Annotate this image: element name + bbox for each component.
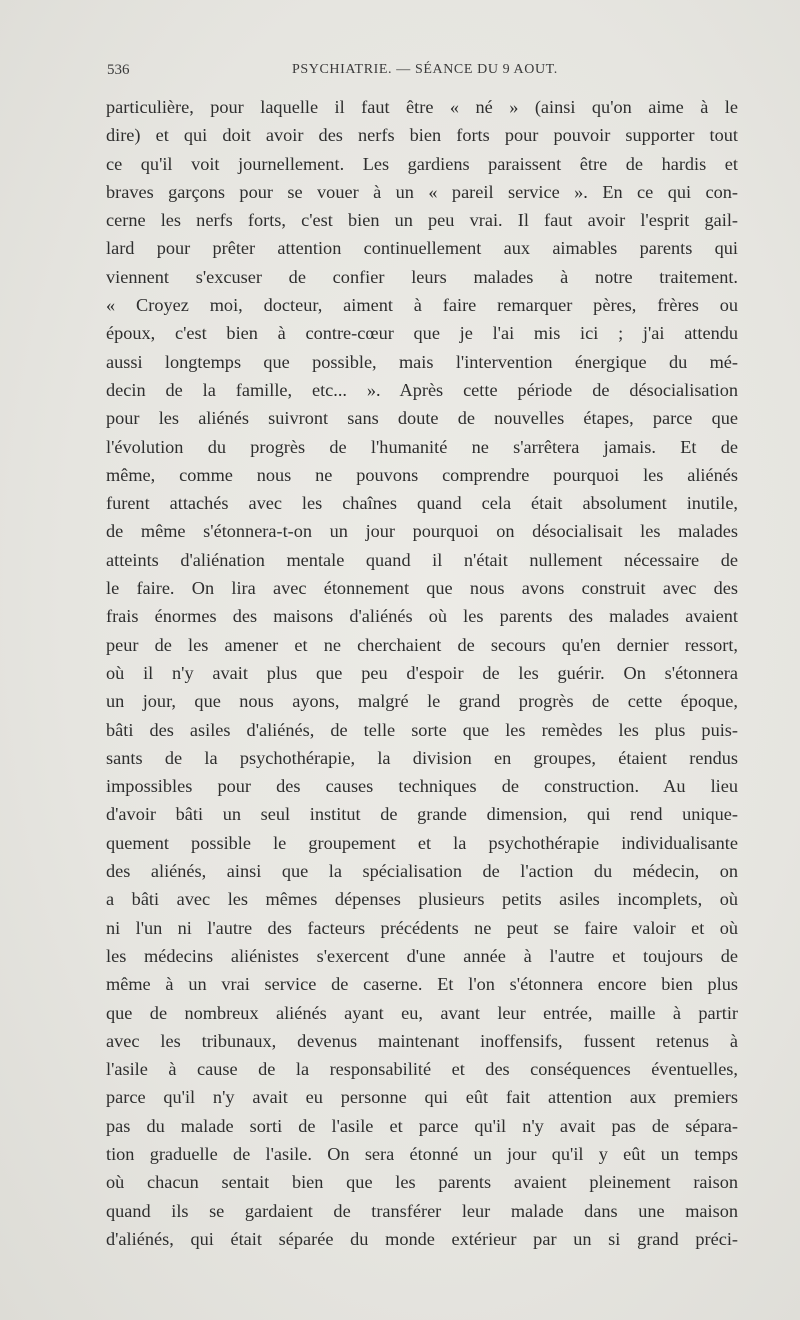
text-line: sants de la psychothérapie, la division en groupes, étaient rendus: [106, 747, 738, 768]
text-line: l'évolution du progrès de l'humanité ne s'arrêtera jamais. Et de: [106, 436, 738, 457]
text-line: les médecins aliénistes s'exercent d'une année à l'autre et toujours de: [106, 945, 738, 966]
text-line: ce qu'il voit journellement. Les gardiens paraissent être de hardis et: [106, 153, 738, 174]
text-line: lard pour prêter attention continuellement aux aimables parents qui: [106, 238, 738, 259]
text-line: aussi longtemps que possible, mais l'intervention énergique du mé-: [106, 351, 738, 372]
text-line: époux, c'est bien à contre-cœur que je l'ai mis ici ; j'ai attendu: [106, 323, 738, 344]
text-line: braves garçons pour se vouer à un « pareil service ». En ce qui con-: [106, 181, 738, 202]
text-line: quand ils se gardaient de transférer leur malade dans une maison: [106, 1200, 738, 1221]
text-line: dire) et qui doit avoir des nerfs bien forts pour pouvoir supporter tout: [106, 125, 738, 146]
text-line: même à un vrai service de caserne. Et l'on s'étonnera encore bien plus: [106, 974, 738, 995]
text-line: cerne les nerfs forts, c'est bien un peu vrai. Il faut avoir l'esprit gail-: [106, 210, 738, 231]
text-line: un jour, que nous ayons, malgré le grand progrès de cette époque,: [106, 691, 738, 712]
text-line: impossibles pour des causes techniques de construction. Au lieu: [106, 776, 738, 797]
text-line: que de nombreux aliénés ayant eu, avant leur entrée, maille à partir: [106, 1002, 738, 1023]
text-line: frais énormes des maisons d'aliénés où les parents des malades avaient: [106, 606, 738, 627]
text-line: où il n'y avait plus que peu d'espoir de les guérir. On s'étonnera: [106, 662, 738, 683]
text-line: pas du malade sorti de l'asile et parce qu'il n'y avait pas de sépara-: [106, 1115, 738, 1136]
text-line: de même s'étonnera-t-on un jour pourquoi on désocialisait les malades: [106, 521, 738, 542]
text-line: furent attachés avec les chaînes quand cela était absolument inutile,: [106, 493, 738, 514]
text-line: particulière, pour laquelle il faut être « né » (ainsi qu'on aime à le: [106, 97, 738, 117]
text-line: bâti des asiles d'aliénés, de telle sorte que les remèdes les plus puis-: [106, 719, 738, 740]
text-line: ni l'un ni l'autre des facteurs précédents ne peut se faire valoir et où: [106, 917, 738, 938]
text-line: d'aliénés, qui était séparée du monde extérieur par un si grand préci-: [106, 1228, 738, 1249]
text-line: parce qu'il n'y avait eu personne qui eût fait attention aux premiers: [106, 1087, 738, 1108]
text-line: l'asile à cause de la responsabilité et des conséquences éventuelles,: [106, 1059, 738, 1080]
text-line: quement possible le groupement et la psychothérapie individualisante: [106, 832, 738, 853]
text-line: viennent s'excuser de confier leurs malades à notre traitement.: [106, 266, 738, 287]
running-title: PSYCHIATRIE. — SÉANCE DU 9 AOUT.: [292, 62, 558, 77]
text-line: des aliénés, ainsi que la spécialisation de l'action du médecin, on: [106, 861, 738, 882]
text-line: le faire. On lira avec étonnement que nous avons construit avec des: [106, 578, 738, 599]
text-line: même, comme nous ne pouvons comprendre pourquoi les aliénés: [106, 464, 738, 485]
text-line: tion graduelle de l'asile. On sera étonné un jour qu'il y eût un temps: [106, 1143, 738, 1164]
text-line: a bâti avec les mêmes dépenses plusieurs petits asiles incomplets, où: [106, 889, 738, 910]
text-line: où chacun sentait bien que les parents avaient pleinement raison: [106, 1172, 738, 1193]
text-line: « Croyez moi, docteur, aiment à faire remarquer pères, frères ou: [106, 295, 738, 316]
text-line: pour les aliénés suivront sans doute de nouvelles étapes, parce que: [106, 408, 738, 429]
page-number: 536: [107, 62, 130, 78]
body-text: [106, 93, 738, 1253]
text-line: avec les tribunaux, devenus maintenant inoffensifs, fussent retenus à: [106, 1030, 738, 1051]
text-line: peur de les amener et ne cherchaient de secours qu'en dernier ressort,: [106, 634, 738, 655]
text-line: d'avoir bâti un seul institut de grande dimension, qui rend unique-: [106, 804, 738, 825]
text-line: atteints d'aliénation mentale quand il n'était nullement nécessaire de: [106, 549, 738, 570]
page-header: [107, 62, 737, 84]
text-line: decin de la famille, etc... ». Après cette période de désocialisation: [106, 379, 738, 400]
